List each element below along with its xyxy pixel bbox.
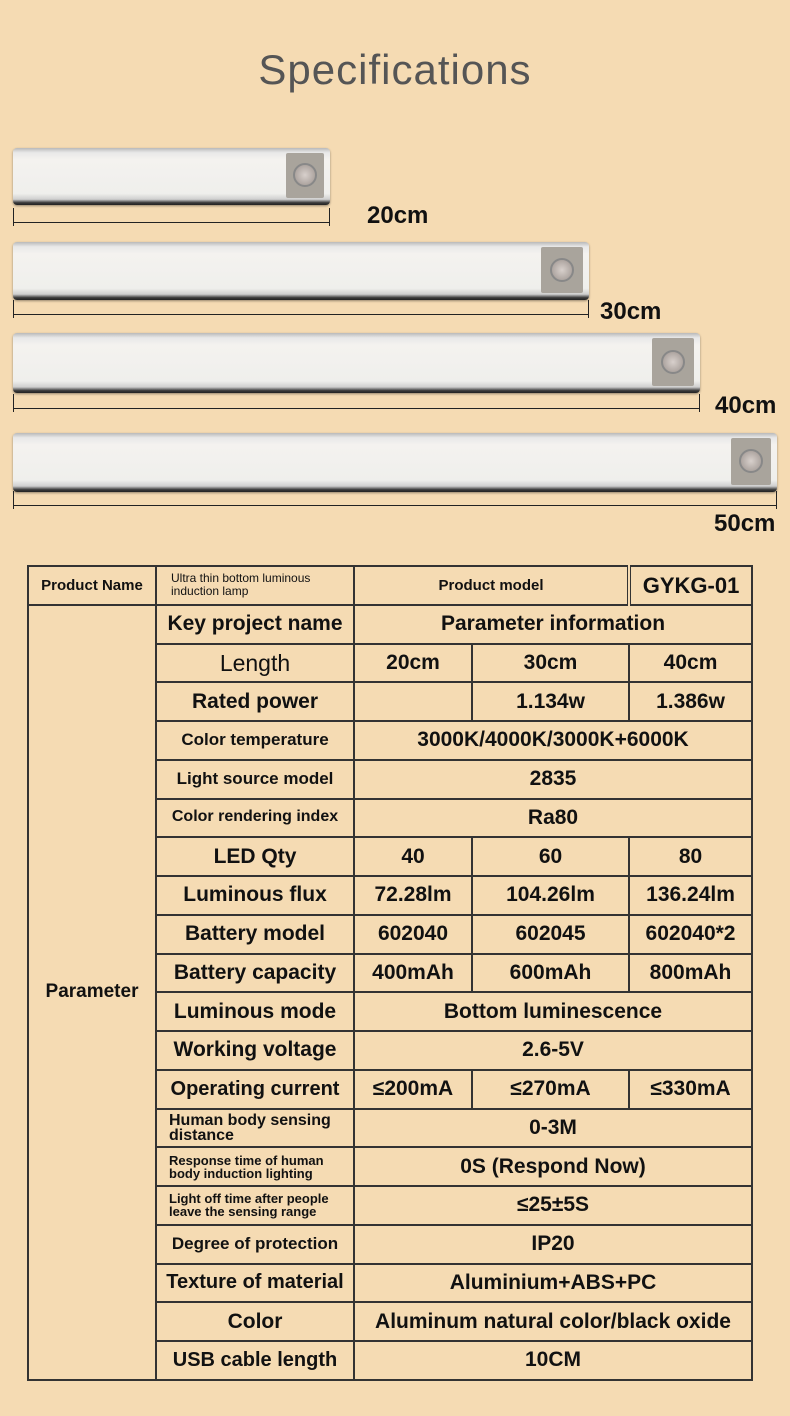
- row-value: Bottom luminescence: [354, 992, 752, 1031]
- row-label: Color rendering index: [156, 799, 354, 838]
- size-label: 40cm: [715, 392, 777, 419]
- row-value: ≤330mA: [629, 1070, 752, 1109]
- row-label: Operating current: [156, 1070, 354, 1109]
- row-value: ≤25±5S: [354, 1186, 752, 1225]
- row-label: Response time of human body induction lighting: [156, 1147, 354, 1186]
- row-value: 3000K/4000K/3000K+6000K: [354, 721, 752, 760]
- row-value: 80: [629, 837, 752, 876]
- row-value: 602040: [354, 915, 472, 954]
- row-value: 400mAh: [354, 954, 472, 993]
- row-value: 602040*2: [629, 915, 752, 954]
- row-value: 0S (Respond Now): [354, 1147, 752, 1186]
- page-title: Specifications: [258, 46, 532, 93]
- row-value: 1.134w: [472, 682, 629, 721]
- dimension-line: [13, 408, 700, 409]
- product-name-label: Product Name: [28, 566, 156, 605]
- row-label: Luminous mode: [156, 992, 354, 1031]
- row-value: Ra80: [354, 799, 752, 838]
- row-value: 2835: [354, 760, 752, 799]
- row-value: Aluminium+ABS+PC: [354, 1264, 752, 1303]
- dimension-line: [13, 222, 330, 223]
- table-row: [28, 605, 752, 644]
- size-label: 50cm: [714, 510, 776, 537]
- row-label: LED Qty: [156, 837, 354, 876]
- row-value: ≤270mA: [472, 1070, 629, 1109]
- dimension-line: [13, 505, 777, 506]
- row-label: Color temperature: [156, 721, 354, 760]
- row-label: Battery capacity: [156, 954, 354, 993]
- row-value: 800mAh: [629, 954, 752, 993]
- lamp-40cm-image: [13, 333, 700, 393]
- row-label: Length: [156, 644, 354, 683]
- product-model: GYKG-01: [629, 566, 752, 605]
- spec-table: [27, 565, 753, 1381]
- row-value: 40: [354, 837, 472, 876]
- row-value: [354, 682, 472, 721]
- row-label: Rated power: [156, 682, 354, 721]
- row-label: USB cable length: [156, 1341, 354, 1380]
- lamp-30cm-image: [13, 242, 589, 300]
- row-value: 20cm: [354, 644, 472, 683]
- row-value: Aluminum natural color/black oxide: [354, 1302, 752, 1341]
- row-label: Battery model: [156, 915, 354, 954]
- dimension-line: [13, 314, 589, 315]
- lamp-50cm-image: [13, 433, 777, 492]
- row-label: Working voltage: [156, 1031, 354, 1070]
- size-label: 30cm: [600, 298, 662, 325]
- table-row: [28, 566, 752, 605]
- row-value: 104.26lm: [472, 876, 629, 915]
- row-value: 30cm: [472, 644, 629, 683]
- lamp-20cm-image: [13, 148, 330, 205]
- row-value: ≤200mA: [354, 1070, 472, 1109]
- row-value: 72.28lm: [354, 876, 472, 915]
- row-value: 2.6-5V: [354, 1031, 752, 1070]
- group-label: Parameter: [28, 605, 156, 1380]
- row-value: 600mAh: [472, 954, 629, 993]
- row-value: 60: [472, 837, 629, 876]
- product-model-label: Product model: [354, 566, 629, 605]
- row-label: Color: [156, 1302, 354, 1341]
- row-value: 0-3M: [354, 1109, 752, 1148]
- row-value: 602045: [472, 915, 629, 954]
- product-name: Ultra thin bottom luminous induction lamp: [156, 566, 354, 605]
- row-label: Luminous flux: [156, 876, 354, 915]
- row-label: Key project name: [156, 605, 354, 644]
- size-label: 20cm: [367, 202, 429, 229]
- row-value: 40cm: [629, 644, 752, 683]
- row-label: Human body sensing distance: [156, 1109, 354, 1148]
- row-label: Degree of protection: [156, 1225, 354, 1264]
- row-value: 136.24lm: [629, 876, 752, 915]
- row-value: Parameter information: [354, 605, 752, 644]
- row-label: Light off time after people leave the sensing range: [156, 1186, 354, 1225]
- row-label: Texture of material: [156, 1264, 354, 1303]
- row-value: 1.386w: [629, 682, 752, 721]
- row-label: Light source model: [156, 760, 354, 799]
- row-value: IP20: [354, 1225, 752, 1264]
- row-value: 10CM: [354, 1341, 752, 1380]
